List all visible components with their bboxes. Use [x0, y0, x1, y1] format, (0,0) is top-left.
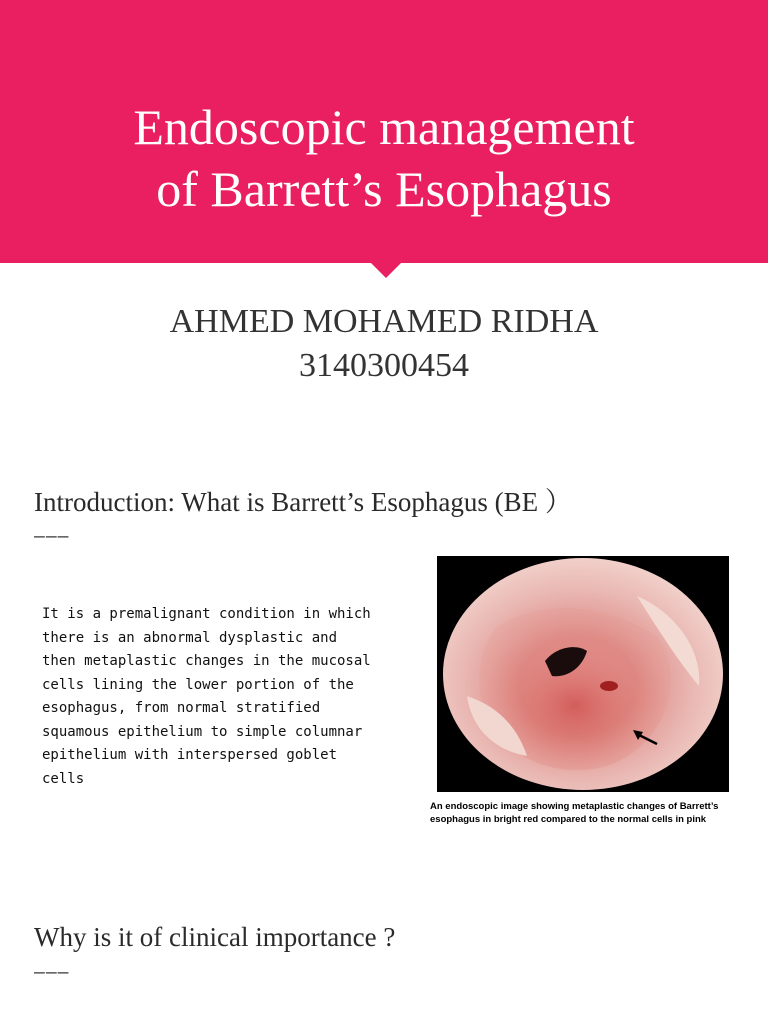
endoscopic-image [437, 556, 729, 792]
title-line-2: of Barrett’s Esophagus [156, 161, 612, 217]
clinical-heading: Why is it of clinical importance ? [34, 922, 396, 952]
endoscopic-photo-icon [437, 556, 729, 792]
title-banner [0, 0, 768, 263]
intro-heading: Introduction: What is Barrett’s Esophagus (BE ） [34, 487, 572, 517]
clinical-dashes: ––– [34, 962, 70, 983]
title-line-1: Endoscopic management [133, 99, 635, 155]
author-block [0, 300, 768, 388]
author-name: AHMED MOHAMED RIDHA [169, 303, 599, 340]
image-caption: An endoscopic image showing metaplastic changes of Barrett’s esophagus in bright red compared to the normal cells in pink [430, 801, 719, 825]
intro-paragraph: It is a premalignant condition in which there is an abnormal dysplastic and then metaplastic changes in the mucosal cells lining the lower portion of the esophagus, from normal stratified squamous epithelium to simple columnar epithelium with interspersed goblet cells [42, 606, 371, 787]
banner-notch [370, 262, 402, 278]
author-id: 3140300454 [299, 347, 469, 384]
slide-title [0, 96, 768, 220]
intro-dashes: ––– [34, 526, 70, 547]
